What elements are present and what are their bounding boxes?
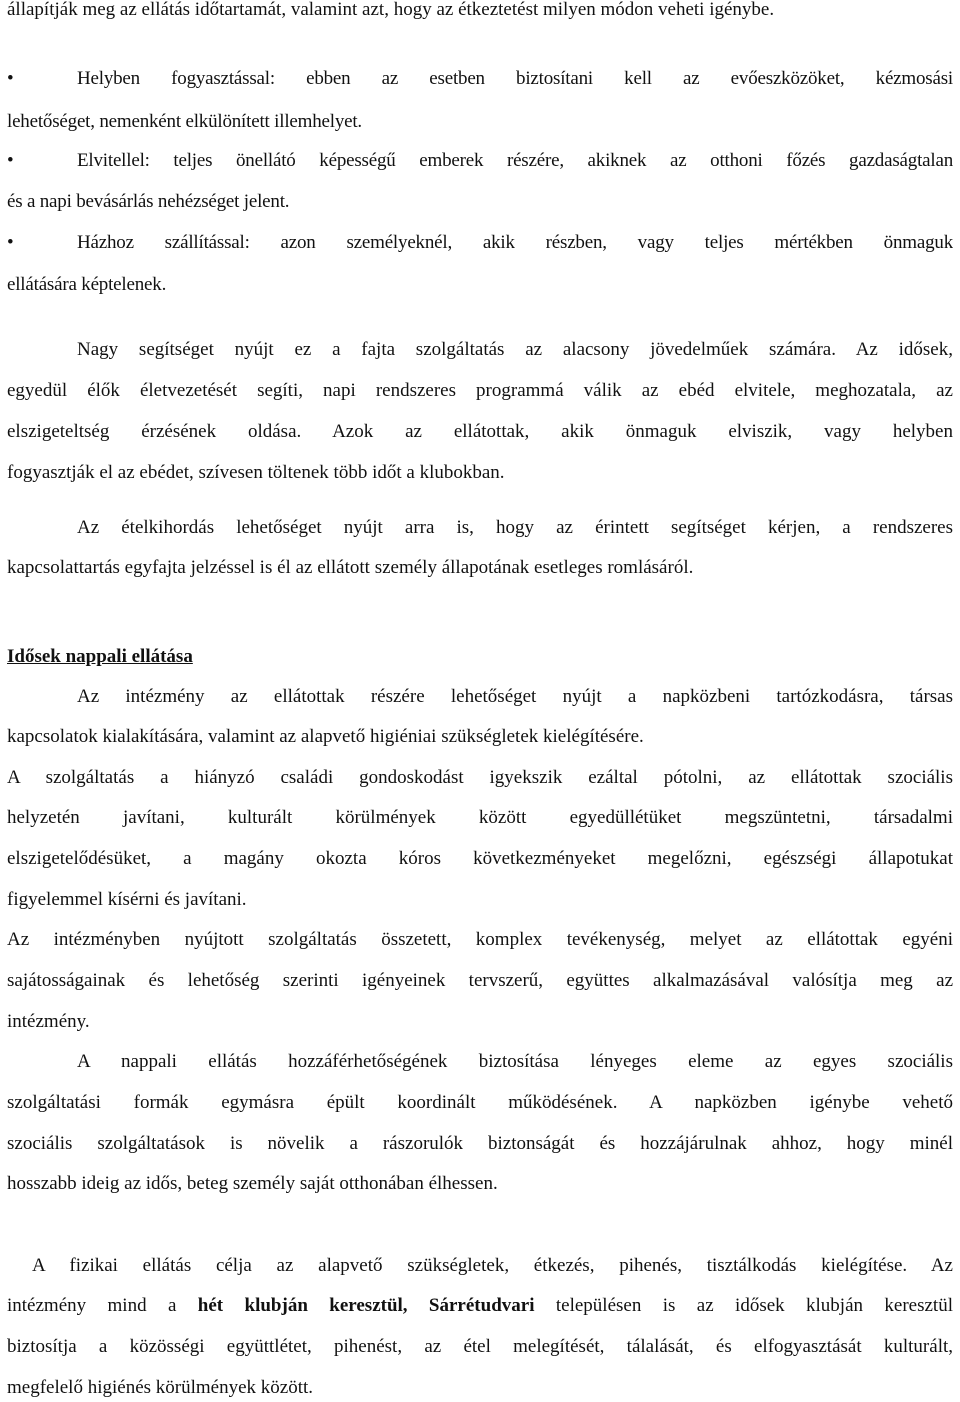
paragraph-line: hosszabb ideig az idős, beteg személy saját otthonában élhessen.	[7, 1173, 498, 1194]
paragraph-line: A nappali ellátás hozzáférhetőségének biztosítása lényeges eleme az egyes szociális	[77, 1051, 953, 1072]
paragraph-line: elszigeteltség érzésének oldása. Azok az ellátottak, akik önmaguk elviszik, vagy helyben	[7, 421, 953, 442]
heading-line	[7, 643, 953, 671]
paragraph-line: helyzetén javítani, kulturált körülmények között egyedüllétüket megszüntetni, társadalmi	[7, 807, 953, 828]
paragraph-line: kapcsolatok kialakítására, valamint az alapvető higiéniai szükségletek kielégítésére.	[7, 726, 644, 747]
paragraph-line: intézmény.	[7, 1011, 90, 1032]
paragraph-line: elszigetelődésüket, a magány okozta kóros következményeket megelőzni, egészségi állapotukat	[7, 848, 953, 869]
paragraph-line: megfelelő higiénés körülmények között.	[7, 1377, 314, 1398]
bullet-item-text: és a napi bevásárlás nehézséget jelent.	[7, 191, 290, 212]
bullet-marker: •	[7, 150, 14, 171]
bullet-marker: •	[7, 232, 14, 253]
paragraph-line: Az ételkihordás lehetőséget nyújt arra is, hogy az érintett segítséget kérjen, a rendszeres	[77, 517, 953, 538]
paragraph-line: Nagy segítséget nyújt ez a fajta szolgáltatás az alacsony jövedelműek számára. Az idősek,	[77, 339, 953, 360]
paragraph-line: biztosítja a közösségi együttlétet, pihenést, az étel melegítését, tálalását, és elfogyasztását kulturált,	[7, 1336, 953, 1357]
paragraph-line: fogyasztják el az ebédet, szívesen töltenek több időt a klubokban.	[7, 462, 505, 483]
paragraph-line: A szolgáltatás a hiányzó családi gondoskodást igyekszik ezáltal pótolni, az ellátottak szociális	[7, 767, 953, 788]
section-heading: Idősek nappali ellátása	[7, 646, 193, 667]
bullet-item-text: Helyben fogyasztással: ebben az esetben biztosítani kell az evőeszközöket, kézmosási	[77, 68, 953, 89]
paragraph-line: Az intézményben nyújtott szolgáltatás összetett, komplex tevékenység, melyet az ellátottak egyéni	[7, 929, 953, 950]
text-line: állapítják meg az ellátás időtartamát, valamint azt, hogy az étkeztetést milyen módon veheti igénybe.	[7, 0, 775, 20]
paragraph-line-mixed	[7, 1292, 953, 1320]
paragraph-line: szolgáltatási formák egymásra épült koordinált működésének. A napközben igénybe vehető	[7, 1092, 953, 1113]
paragraph-line: A fizikai ellátás célja az alapvető szükségletek, étkezés, pihenés, tisztálkodás kielégítése. Az	[32, 1255, 953, 1276]
bullet-item-text: Elvitellel: teljes önellátó képességű emberek részére, akiknek az otthoni főzés gazdaságtalan	[77, 150, 953, 171]
bullet-item-text: Házhoz szállítással: azon személyeknél, akik részben, vagy teljes mértékben önmaguk	[77, 232, 953, 253]
text-run: településen is az idősek klubján keresztül	[534, 1295, 953, 1316]
text-run: intézmény mind a	[7, 1295, 198, 1316]
bold-text-run: hét klubján keresztül, Sárrétudvari	[197, 1295, 535, 1316]
paragraph-line: kapcsolattartás egyfajta jelzéssel is él az ellátott személy állapotának esetleges romlásáról.	[7, 557, 694, 578]
paragraph-line: sajátosságainak és lehetőség szerinti igényeinek tervszerű, együttes alkalmazásával valósítja meg az	[7, 970, 953, 991]
paragraph-line: szociális szolgáltatások is növelik a rászorulók biztonságát és hozzájárulnak ahhoz, hogy minél	[7, 1133, 953, 1154]
paragraph-line: figyelemmel kísérni és javítani.	[7, 889, 247, 910]
paragraph-line: egyedül élők életvezetését segíti, napi rendszeres programmá válik az ebéd elvitele, meghozatala, az	[7, 380, 953, 401]
paragraph-line: Az intézmény az ellátottak részére lehetőséget nyújt a napközbeni tartózkodásra, társas	[77, 686, 953, 707]
bullet-marker: •	[7, 68, 14, 89]
bullet-item-text: lehetőséget, nemenként elkülönített illemhelyet.	[7, 111, 362, 132]
bullet-item-text: ellátására képtelenek.	[7, 274, 167, 295]
